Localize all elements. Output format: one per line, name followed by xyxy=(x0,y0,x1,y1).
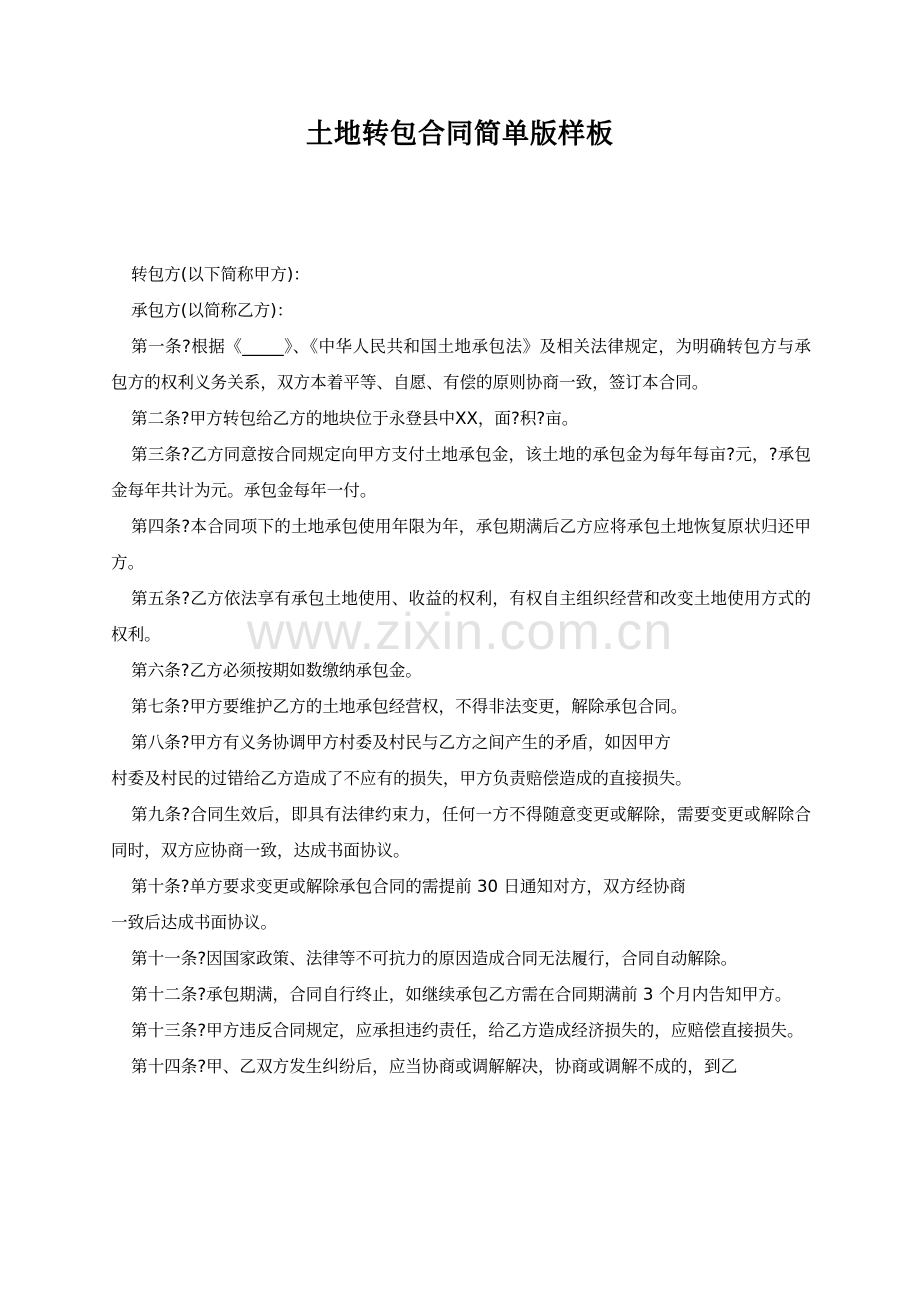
document-title: 土地转包合同简单版样板 xyxy=(306,119,614,150)
article-5: 第五条?乙方依法享有承包土地使用、收益的权利，有权自主组织经营和改变土地使用方式的权利。 xyxy=(111,589,811,644)
article-2: 第二条?甲方转包给乙方的地块位于永登县中XX，面?积?亩。 xyxy=(131,409,579,428)
article-10: 第十条?单方要求变更或解除承包合同的需提前 30 日通知对方，双方经协商 xyxy=(131,877,686,896)
article-1: 第一条?根据《_____》、《中华人民共和国土地承包法》及相关法律规定，为明确转包方与承包方的权利义务关系，双方本着平等、自愿、有偿的原则协商一致，签订本合同。 xyxy=(111,337,811,392)
article-3: 第三条?乙方同意按合同规定向甲方支付土地承包金，该土地的承包金为每年每亩?元，?承包金每年共计为元。承包金每年一付。 xyxy=(111,445,811,500)
article-9: 第九条?合同生效后，即具有法律约束力，任何一方不得随意变更或解除，需要变更或解除合同时，双方应协商一致，达成书面协议。 xyxy=(111,805,811,860)
article-8-continued: 村委及村民的过错给乙方造成了不应有的损失，甲方负责赔偿造成的直接损失。 xyxy=(111,769,692,788)
watermark: www.zixin.com.cn xyxy=(246,603,674,661)
article-10-continued: 一致后达成书面协议。 xyxy=(111,913,277,932)
article-14: 第十四条?甲、乙双方发生纠纷后，应当协商或调解解决，协商或调解不成的，到乙 xyxy=(131,1057,738,1076)
article-13: 第十三条?甲方违反合同规定，应承担违约责任，给乙方造成经济损失的，应赔偿直接损失。 xyxy=(131,1021,804,1040)
article-7: 第七条?甲方要维护乙方的土地承包经营权，不得非法变更，解除承包合同。 xyxy=(131,697,688,716)
article-8: 第八条?甲方有义务协调甲方村委及村民与乙方之间产生的矛盾，如因甲方 xyxy=(131,733,671,752)
contract-body xyxy=(111,257,811,1085)
party-a-line: 转包方(以下简称甲方)： xyxy=(131,265,310,284)
party-b-line: 承包方(以简称乙方)： xyxy=(131,301,294,320)
article-12: 第十二条?承包期满，合同自行终止，如继续承包乙方需在合同期满前 3 个月内告知甲方。 xyxy=(131,985,792,1004)
article-4: 第四条?本合同项下的土地承包使用年限为年，承包期满后乙方应将承包土地恢复原状归还甲方。 xyxy=(111,517,811,572)
article-11: 第十一条?因国家政策、法律等不可抗力的原因造成合同无法履行，合同自动解除。 xyxy=(131,949,738,968)
article-6: 第六条?乙方必须按期如数缴纳承包金。 xyxy=(131,661,422,680)
